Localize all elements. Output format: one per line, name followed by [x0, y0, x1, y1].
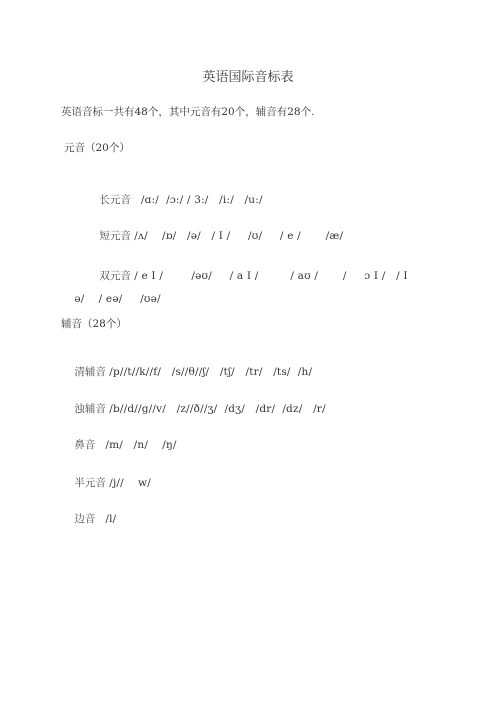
diphthongs-label: 双元音 — [99, 270, 131, 282]
voiced-label: 浊辅音 — [74, 403, 106, 415]
lateral-row — [61, 498, 116, 540]
semivowel-sounds: /j// w/ — [109, 477, 151, 489]
nasal-sounds: /m/ /n/ /ŋ/ — [105, 439, 177, 451]
voiceless-label: 清辅音 — [74, 366, 106, 378]
nasal-row — [61, 424, 177, 466]
lateral-sounds: /l/ — [105, 513, 117, 525]
vowels-header: 元音（20个） — [64, 142, 130, 154]
lateral-label: 边音 — [74, 513, 96, 525]
diphthongs-continuation — [61, 278, 161, 320]
voiceless-sounds: /p//t//k//f/ /s//θ//ʃ/ /tʃ/ /tr/ /ts/ /h/ — [109, 366, 313, 378]
intro-text: 英语音标一共有48个，其中元音有20个，辅音有28个. — [61, 106, 315, 118]
short-vowels-label: 短元音 — [99, 230, 131, 242]
voiceless-row — [61, 351, 312, 393]
long-vowels-label: 长元音 — [99, 194, 131, 206]
short-vowels-sounds: /ʌ/ /ɒ/ /ə/ / I / /ʊ/ / e / /æ/ — [134, 230, 344, 242]
semivowel-label: 半元音 — [74, 477, 106, 489]
page-title: 英语国际音标表 — [202, 70, 294, 85]
short-vowels-row — [86, 215, 343, 257]
voiced-sounds: /b//d//g//v/ /z//ð//ʒ/ /dʒ/ /dr/ /dz/ /r/ — [109, 403, 326, 415]
consonants-header: 辅音（28个） — [61, 318, 127, 330]
diphthongs-sounds-line1: / e I / /əʊ/ / a I / / aʊ / / ɔ I / / I — [134, 270, 408, 282]
long-vowels-sounds: /ɑ:/ /ɔ:/ / 3:/ /i:/ /u:/ — [140, 194, 263, 206]
nasal-label: 鼻音 — [74, 439, 96, 451]
diphthongs-sounds-line2: ə/ / eə/ /ʊə/ — [74, 293, 161, 305]
